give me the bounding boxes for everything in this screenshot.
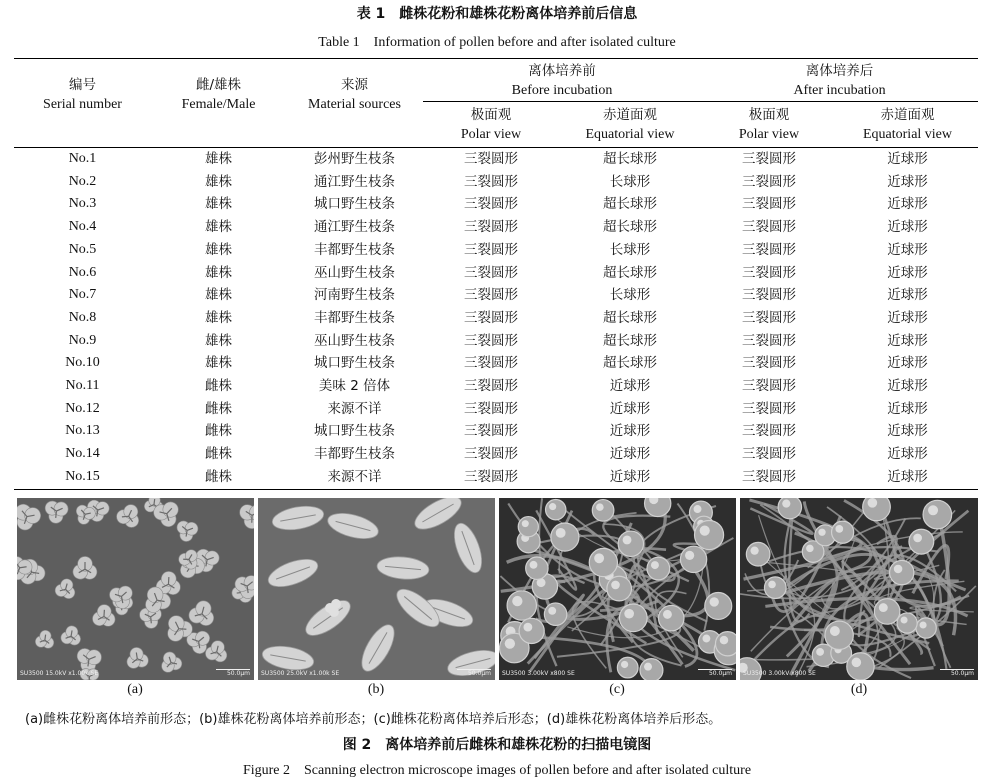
cell-equatorial-after: 近球形 xyxy=(887,241,928,258)
cell-equatorial-before: 超长球形 xyxy=(603,196,657,213)
table-title-en: Table 1 Information of pollen before and after isolated culture xyxy=(318,35,676,50)
table-row xyxy=(14,193,978,216)
cell-polar-after: 三裂圆形 xyxy=(742,219,796,236)
cell-polar-after: 三裂圆形 xyxy=(742,423,796,440)
cell-equatorial-before: 近球形 xyxy=(609,400,651,417)
header-sex xyxy=(151,59,286,148)
header-before-cn: 离体培养前 xyxy=(528,63,596,79)
cell-sex: 雄株 xyxy=(205,264,232,281)
cell-source: 城口野生枝条 xyxy=(314,355,395,372)
header-after-cn: 离体培养后 xyxy=(805,63,874,79)
cell-equatorial-before: 超长球形 xyxy=(603,309,657,326)
cell-source: 丰都野生枝条 xyxy=(314,241,395,258)
sem-scale-d: 50.0μm xyxy=(950,670,974,677)
cell-equatorial-before: 超长球形 xyxy=(603,219,657,236)
cell-polar-before: 三裂圆形 xyxy=(464,423,518,440)
cell-source: 巫山野生枝条 xyxy=(314,332,395,349)
cell-equatorial-after: 近球形 xyxy=(887,173,928,190)
cell-equatorial-after: 近球形 xyxy=(887,423,928,440)
table-row xyxy=(14,262,978,285)
sem-info-b: SU3500 25.0kV x1.00k SE xyxy=(261,670,340,677)
table-row xyxy=(14,443,978,466)
figure-subcaption: (a)雌株花粉离体培养前形态；(b)雄株花粉离体培养前形态；(c)雌株花粉离体培养后形态；(d)雄株花粉离体培养后形态。 xyxy=(25,712,722,727)
cell-polar-before: 三裂圆形 xyxy=(464,241,518,258)
sem-figure xyxy=(17,498,978,680)
cell-equatorial-before: 近球形 xyxy=(609,446,651,463)
cell-polar-after: 三裂圆形 xyxy=(742,446,796,463)
table-row xyxy=(14,398,978,421)
cell-sex: 雌株 xyxy=(205,378,232,395)
cell-polar-before: 三裂圆形 xyxy=(464,400,518,417)
panel-label-d: (d) xyxy=(850,682,868,697)
cell-sex: 雄株 xyxy=(205,219,232,236)
cell-equatorial-before: 近球形 xyxy=(609,423,651,440)
cell-source: 城口野生枝条 xyxy=(314,423,395,440)
cell-sex: 雄株 xyxy=(205,173,232,190)
cell-polar-after: 三裂圆形 xyxy=(742,196,796,213)
sem-image-d xyxy=(740,498,978,680)
cell-source: 通江野生枝条 xyxy=(314,173,395,190)
cell-source: 城口野生枝条 xyxy=(314,196,395,213)
cell-polar-after: 三裂圆形 xyxy=(742,378,796,395)
header-sex-cn: 雌/雄株 xyxy=(195,77,242,93)
header-polar-en: Polar view xyxy=(460,127,522,142)
sem-panel-a xyxy=(17,498,254,680)
cell-serial: No.5 xyxy=(68,241,97,257)
header-source-cn: 来源 xyxy=(341,77,368,93)
cell-sex: 雄株 xyxy=(205,332,232,349)
cell-serial: No.3 xyxy=(68,196,97,212)
cell-equatorial-after: 近球形 xyxy=(887,287,928,304)
cell-source: 巫山野生枝条 xyxy=(314,264,395,281)
cell-polar-after: 三裂圆形 xyxy=(701,466,837,489)
table-row xyxy=(14,239,978,262)
cell-sex: 雌株 xyxy=(151,466,286,489)
cell-equatorial-after: 近球形 xyxy=(837,466,978,489)
header-source xyxy=(286,59,423,148)
cell-polar-before: 三裂圆形 xyxy=(464,378,518,395)
cell-sex: 雄株 xyxy=(205,355,232,372)
cell-equatorial-before: 超长球形 xyxy=(603,332,657,349)
cell-polar-before: 三裂圆形 xyxy=(464,151,518,167)
cell-polar-before: 三裂圆形 xyxy=(464,219,518,236)
header-equatorial-cn: 赤道面观 xyxy=(603,107,657,123)
figure-title-en: Figure 2 Scanning electron microscope images of pollen before and after isolated culture xyxy=(242,763,752,778)
header-sex-en: Female/Male xyxy=(181,97,256,112)
cell-equatorial-before: 近球形 xyxy=(559,466,701,489)
sem-info-a: SU3500 15.0kV x1.00k SE xyxy=(20,670,99,677)
sem-panel-b xyxy=(258,498,495,680)
cell-polar-after: 三裂圆形 xyxy=(742,151,796,167)
cell-source: 来源不详 xyxy=(286,466,423,489)
sem-image-b xyxy=(258,498,495,680)
cell-serial: No.2 xyxy=(68,173,97,189)
header-polar-cn: 极面观 xyxy=(748,107,790,123)
header-polar-en: Polar view xyxy=(738,127,800,142)
header-source-en: Material sources xyxy=(308,97,401,112)
table-row xyxy=(14,352,978,375)
header-equatorial-en: Equatorial view xyxy=(585,127,675,142)
table-row xyxy=(14,284,978,307)
cell-equatorial-after: 近球形 xyxy=(887,151,928,167)
cell-equatorial-before: 长球形 xyxy=(609,287,651,304)
cell-serial: No.9 xyxy=(68,332,97,348)
cell-source: 丰都野生枝条 xyxy=(314,446,395,463)
cell-polar-before: 三裂圆形 xyxy=(464,355,518,372)
header-serial xyxy=(14,59,151,148)
cell-polar-after: 三裂圆形 xyxy=(742,173,796,190)
header-polar-before xyxy=(423,102,559,148)
table-row xyxy=(14,330,978,353)
header-before-en: Before incubation xyxy=(511,83,613,98)
table-row xyxy=(14,148,978,171)
sem-panel-d xyxy=(740,498,978,680)
cell-source: 美味 2 倍体 xyxy=(318,378,391,395)
cell-polar-before: 三裂圆形 xyxy=(464,196,518,213)
header-after xyxy=(701,59,978,102)
sem-scale-b: 50.0μm xyxy=(467,670,491,677)
cell-polar-after: 三裂圆形 xyxy=(742,287,796,304)
sem-scale-a: 50.0μm xyxy=(226,670,250,677)
pollen-info-table xyxy=(14,58,978,490)
cell-source: 来源不详 xyxy=(327,400,382,417)
table-row xyxy=(14,420,978,443)
header-serial-cn: 编号 xyxy=(69,77,96,93)
sem-info-d: SU3500 3.00kV x800 SE xyxy=(743,670,816,677)
cell-sex: 雌株 xyxy=(205,446,232,463)
panel-label-b: (b) xyxy=(367,682,385,697)
cell-source: 河南野生枝条 xyxy=(314,287,395,304)
cell-polar-before: 三裂圆形 xyxy=(423,466,559,489)
table-row xyxy=(14,466,978,489)
cell-equatorial-after: 近球形 xyxy=(887,355,928,372)
figure-title-cn: 图 2 离体培养前后雌株和雄株花粉的扫描电镜图 xyxy=(342,737,652,753)
header-before xyxy=(423,59,701,102)
header-after-en: After incubation xyxy=(793,83,886,98)
cell-polar-after: 三裂圆形 xyxy=(742,400,796,417)
cell-equatorial-after: 近球形 xyxy=(887,264,928,281)
cell-sex: 雌株 xyxy=(205,400,232,417)
cell-polar-before: 三裂圆形 xyxy=(464,287,518,304)
header-polar-cn: 极面观 xyxy=(470,107,512,123)
cell-polar-after: 三裂圆形 xyxy=(742,332,796,349)
cell-serial: No.15 xyxy=(14,466,151,489)
cell-equatorial-after: 近球形 xyxy=(887,196,928,213)
header-equatorial-before xyxy=(559,102,701,148)
cell-equatorial-before: 超长球形 xyxy=(603,355,657,372)
cell-polar-before: 三裂圆形 xyxy=(464,264,518,281)
panel-label-a: (a) xyxy=(127,682,143,697)
cell-source: 通江野生枝条 xyxy=(314,219,395,236)
cell-serial: No.11 xyxy=(65,378,100,394)
cell-source: 彭州野生枝条 xyxy=(314,151,395,167)
cell-sex: 雄株 xyxy=(205,196,232,213)
cell-serial: No.14 xyxy=(65,446,100,462)
cell-equatorial-after: 近球形 xyxy=(887,332,928,349)
cell-polar-after: 三裂圆形 xyxy=(742,241,796,258)
cell-serial: No.10 xyxy=(65,355,100,371)
table-body xyxy=(14,148,978,490)
cell-equatorial-before: 长球形 xyxy=(609,241,651,258)
sem-info-c: SU3500 3.00kV x800 SE xyxy=(502,670,575,677)
cell-polar-before: 三裂圆形 xyxy=(464,173,518,190)
cell-polar-after: 三裂圆形 xyxy=(742,309,796,326)
cell-polar-before: 三裂圆形 xyxy=(464,446,518,463)
header-serial-en: Serial number xyxy=(43,97,122,112)
sem-scale-c: 50.0μm xyxy=(708,670,732,677)
cell-sex: 雌株 xyxy=(205,423,232,440)
cell-serial: No.6 xyxy=(68,264,97,280)
cell-equatorial-after: 近球形 xyxy=(887,378,928,395)
header-equatorial-cn: 赤道面观 xyxy=(880,107,935,123)
header-equatorial-after xyxy=(837,102,978,148)
cell-equatorial-after: 近球形 xyxy=(887,400,928,417)
cell-serial: No.13 xyxy=(65,423,100,439)
table-row xyxy=(14,171,978,194)
cell-serial: No.7 xyxy=(68,287,97,303)
cell-polar-after: 三裂圆形 xyxy=(742,264,796,281)
cell-polar-after: 三裂圆形 xyxy=(742,355,796,372)
cell-sex: 雄株 xyxy=(205,287,232,304)
cell-serial: No.1 xyxy=(68,151,97,166)
cell-polar-before: 三裂圆形 xyxy=(464,332,518,349)
cell-equatorial-after: 近球形 xyxy=(887,219,928,236)
cell-equatorial-before: 超长球形 xyxy=(603,151,657,167)
table-row xyxy=(14,216,978,239)
cell-serial: No.8 xyxy=(68,309,97,325)
panel-label-c: (c) xyxy=(609,682,625,697)
cell-equatorial-after: 近球形 xyxy=(887,309,928,326)
cell-equatorial-before: 近球形 xyxy=(609,378,651,395)
cell-serial: No.4 xyxy=(68,219,97,235)
table-row xyxy=(14,307,978,330)
cell-equatorial-before: 长球形 xyxy=(609,173,651,190)
cell-serial: No.12 xyxy=(65,400,100,416)
header-equatorial-en: Equatorial view xyxy=(862,127,953,142)
cell-sex: 雄株 xyxy=(205,151,232,167)
cell-equatorial-after: 近球形 xyxy=(887,446,928,463)
sem-image-c xyxy=(499,498,736,680)
cell-polar-before: 三裂圆形 xyxy=(464,309,518,326)
sem-panel-c xyxy=(499,498,736,680)
cell-equatorial-before: 超长球形 xyxy=(603,264,657,281)
cell-sex: 雄株 xyxy=(205,309,232,326)
header-polar-after xyxy=(701,102,837,148)
sem-image-a xyxy=(17,498,254,680)
cell-sex: 雄株 xyxy=(205,241,232,258)
table-title-cn: 表 1 雌株花粉和雄株花粉离体培养前后信息 xyxy=(356,6,638,22)
table-row xyxy=(14,375,978,398)
cell-source: 丰都野生枝条 xyxy=(314,309,395,326)
